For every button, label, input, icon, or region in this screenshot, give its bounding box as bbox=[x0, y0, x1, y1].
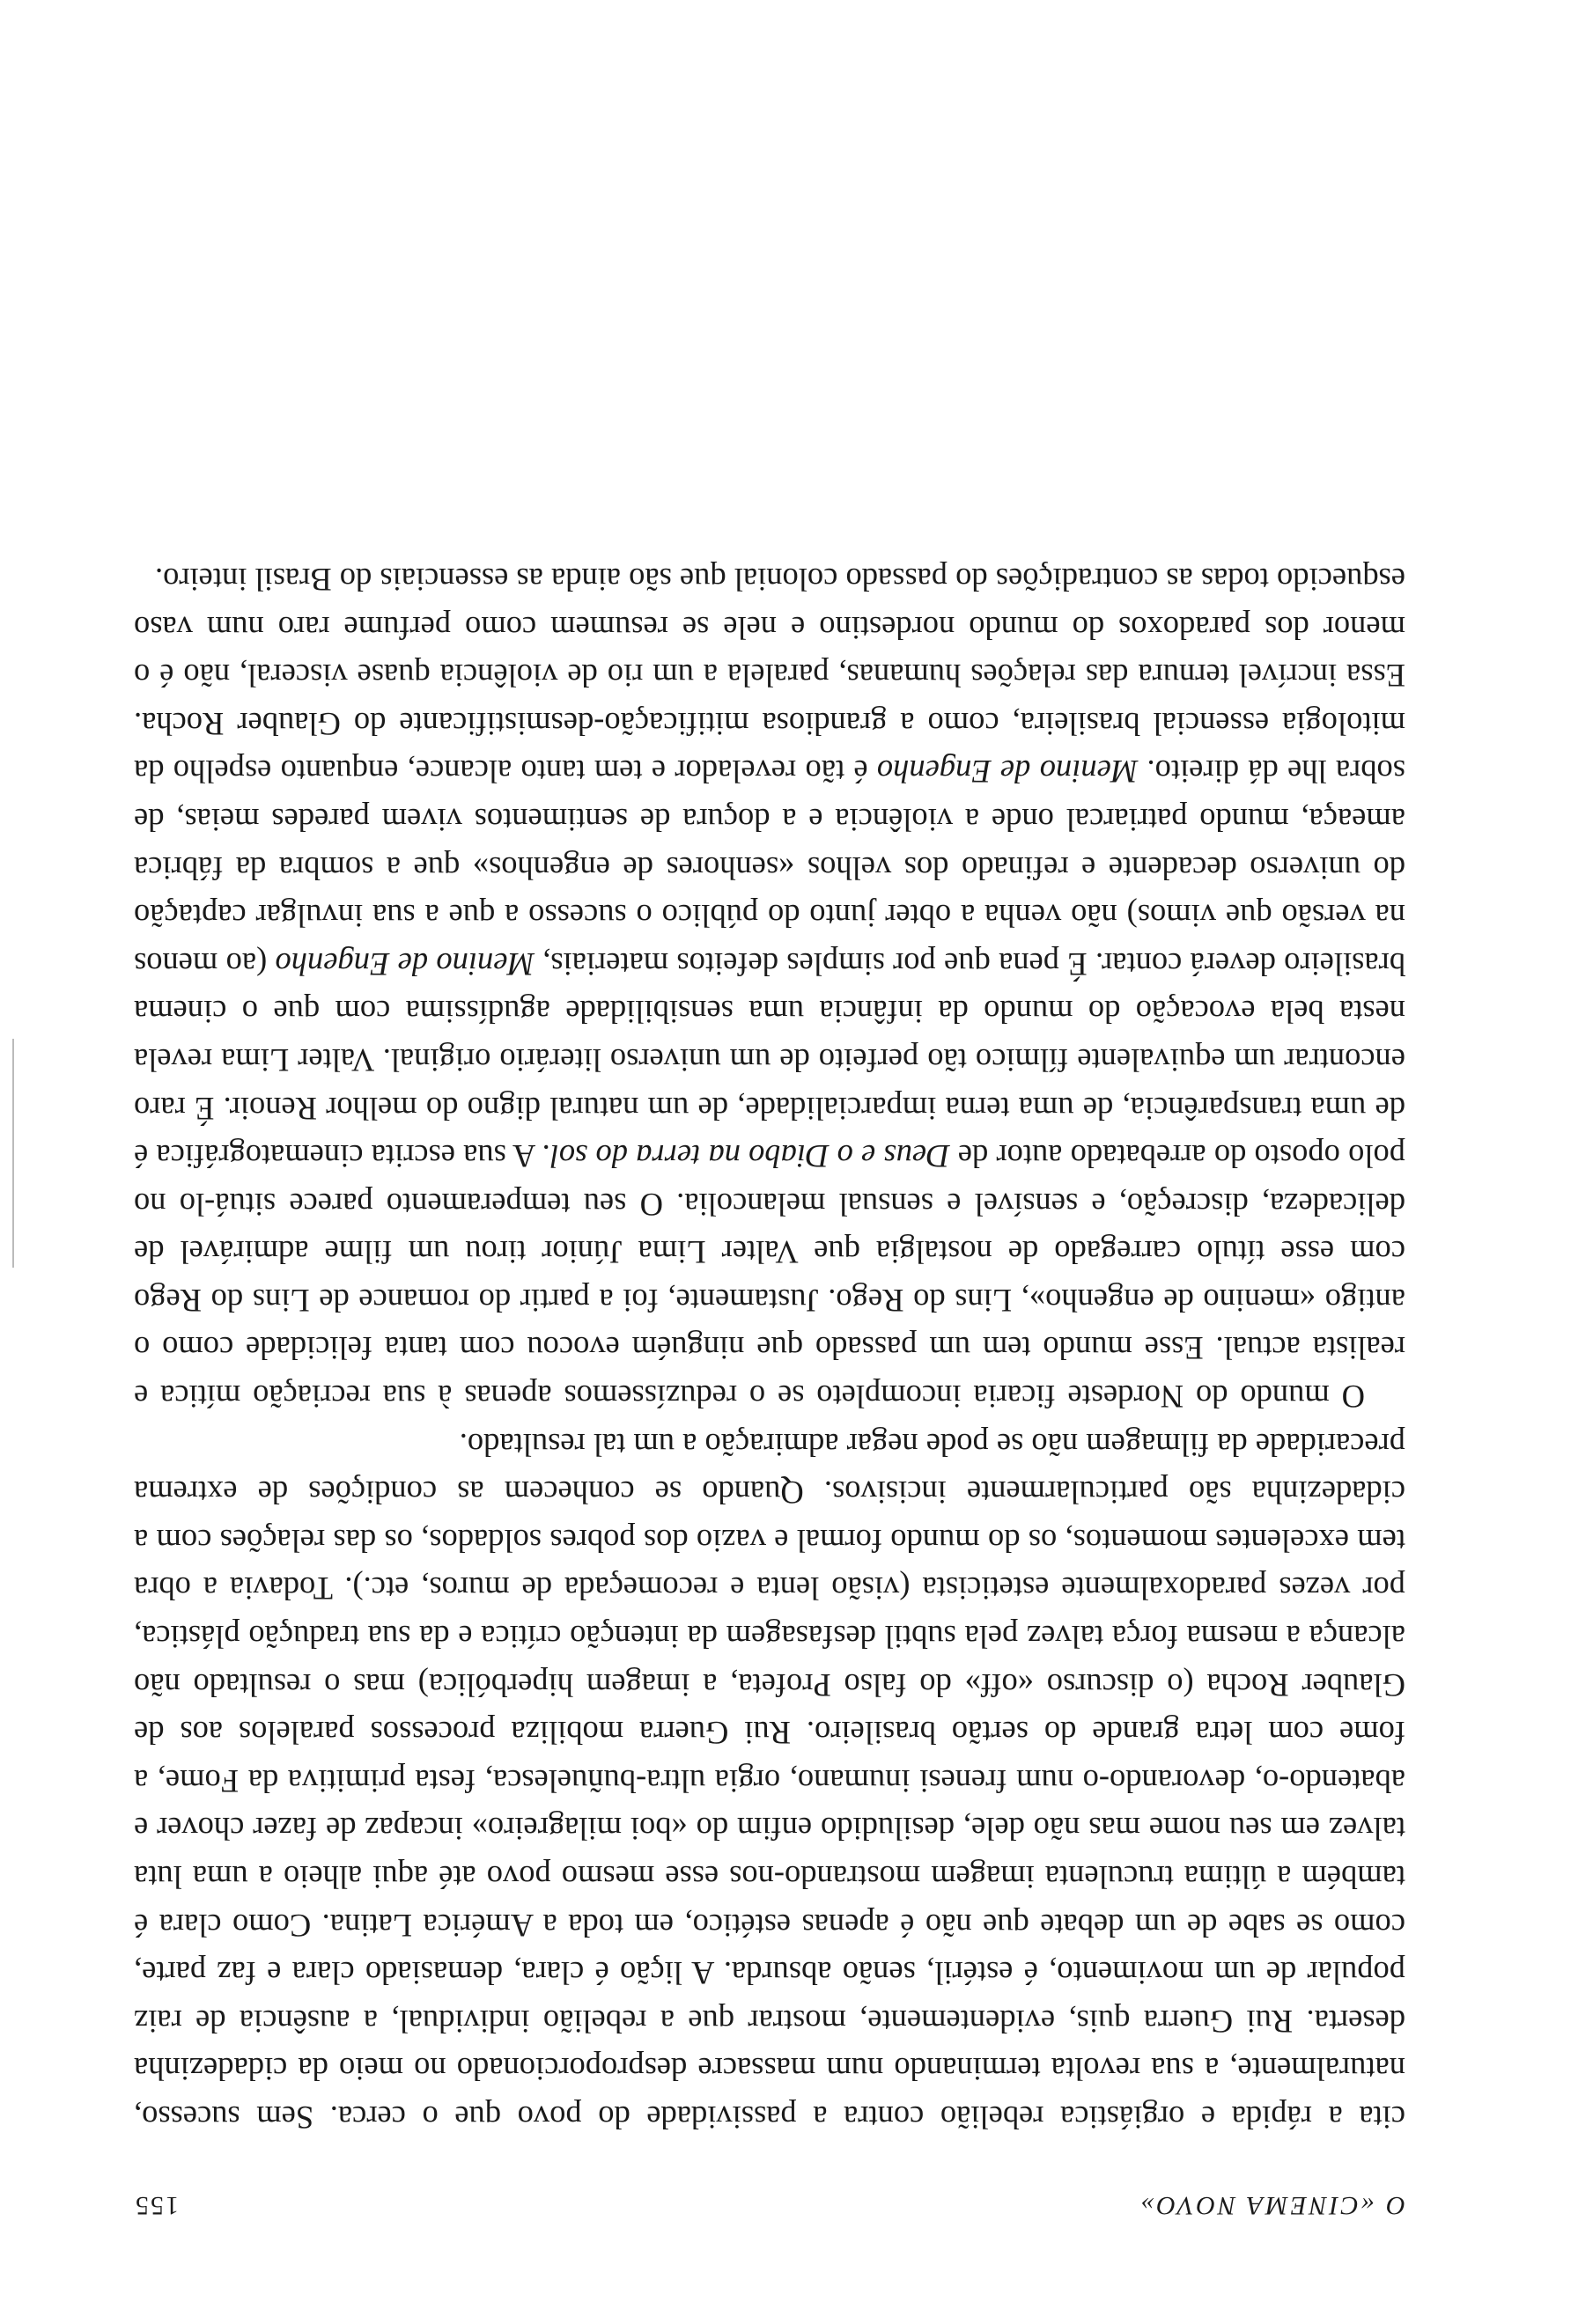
running-head bbox=[134, 2141, 1405, 2220]
italic-title: Deus e o Diabo na terra do sol bbox=[549, 1138, 950, 1175]
italic-title: Menino de Engenho bbox=[275, 945, 535, 982]
page-content bbox=[134, 555, 1405, 2220]
text-run: cita a rápida e orgiástica rebelião contra a passividade do povo que o cerca. Sem sucesso, naturalmente, a sua revolta terminando num massacre desproporcionado no meio da cidadezinha deserta. Rui Guerra quis, evidentemente, mostrar que a rebelião individual, a ausência de raiz popular de um movimento, é estéril, senão absurda. A lição é clara, demasiado clara e faz parte, como se sabe de um debate que não é apenas estético, em toda a América Latina. Como clara é também a última truculenta imagem mostrando-nos esse mesmo povo até aqui alheio a uma luta talvez em seu nome mas não dele, desiludido enfim do «boi milagreiro» incapaz de fazer chover e abatendo-o, devorando-o num frenesi inumano, orgia ultra-buñuelesca, festa primitiva da Fome, a fome com letra grande do sertão brasileiro. Rui Guerra mobiliza processos paralelos aos de Glauber Rocha (o discurso «off» do falso Profeta, a imagem hiperbólica) mas o resultado não alcança a mesma força talvez pela subtil desfasagem da intenção crítica e da sua tradução plástica, por vezes paradoxalmente esteticista (visão lenta e recomeçada de muros, etc.). Todavia a obra tem excelentes momentos, os do mundo formal e vazio dos pobres soldados, os das relações com a cidadezinha são particularmente incisivos. Quando se conhecem as condições de extrema precaridade da filmagem não se pode negar admiração a um tal resultado. bbox=[134, 1426, 1405, 2136]
text-run: O mundo do Nordeste ficaria incompleto se o reduzíssemos apenas à sua recriação mítica e realista actual. Esse mundo tem um passado que ninguém evocou com tanta felicidade como o antigo «menino de engenho», Lins do Rego. Justamente, foi a partir do romance de Lins do Rego com esse título carregado de nostalgia que Valter Lima Júnior tirou um filme admirável de delicadeza, discreção, e sensível e sensual melancolia. O seu temperamento parece situá-lo no polo oposto do arrebatado autor de bbox=[134, 1138, 1405, 1416]
text-run: . A sua escrita cinematográfica é de uma transparência, de uma terna imparcialidade, de um natural digno do melhor Renoir. É raro encontrar um equivalente fílmico tão perfeito de um universo literário original. Valter Lima revela nesta bela evocação do mundo da infância uma sensibilidade agudíssima com que o cinema brasileiro deverá contar. É pena que por simples defeitos materiais, bbox=[134, 945, 1405, 1175]
italic-title: Menino de Engenho bbox=[876, 754, 1139, 791]
body-text bbox=[134, 555, 1405, 2141]
running-title: O «CINEMA NOVO» bbox=[1138, 2191, 1405, 2220]
page-number: 155 bbox=[134, 2191, 179, 2220]
text-run: é tão revelador e tem tanto alcance, enquanto espelho da mitologia essencial brasileira, como a grandiosa mitificação-desmistificante do Glauber Rocha. Essa incrível ternura das relações humanas, paralela a um rio de violência quase visceral, não é o menor dos paradoxos do mundo nordestino e nele se resumem como perfume raro num vaso esquecido todas as contradições do passado colonial que são ainda as essenciais do Brasil inteiro. bbox=[134, 562, 1405, 791]
margin-rule bbox=[12, 1039, 14, 1268]
paragraph bbox=[134, 1420, 1405, 2141]
paragraph bbox=[134, 555, 1405, 1420]
text-run: (ao menos na versão que vimos) não venha a obter junto do público o sucesso a que a sua invulgar captação do universo decadente e refinado dos velhos «senhores de engenhos» que a sombra da fábrica ameaça, mundo patriarcal onde a violência e a doçura de sentimentos vivem paredes meias, de sobra lhe dá direito. bbox=[134, 754, 1405, 982]
